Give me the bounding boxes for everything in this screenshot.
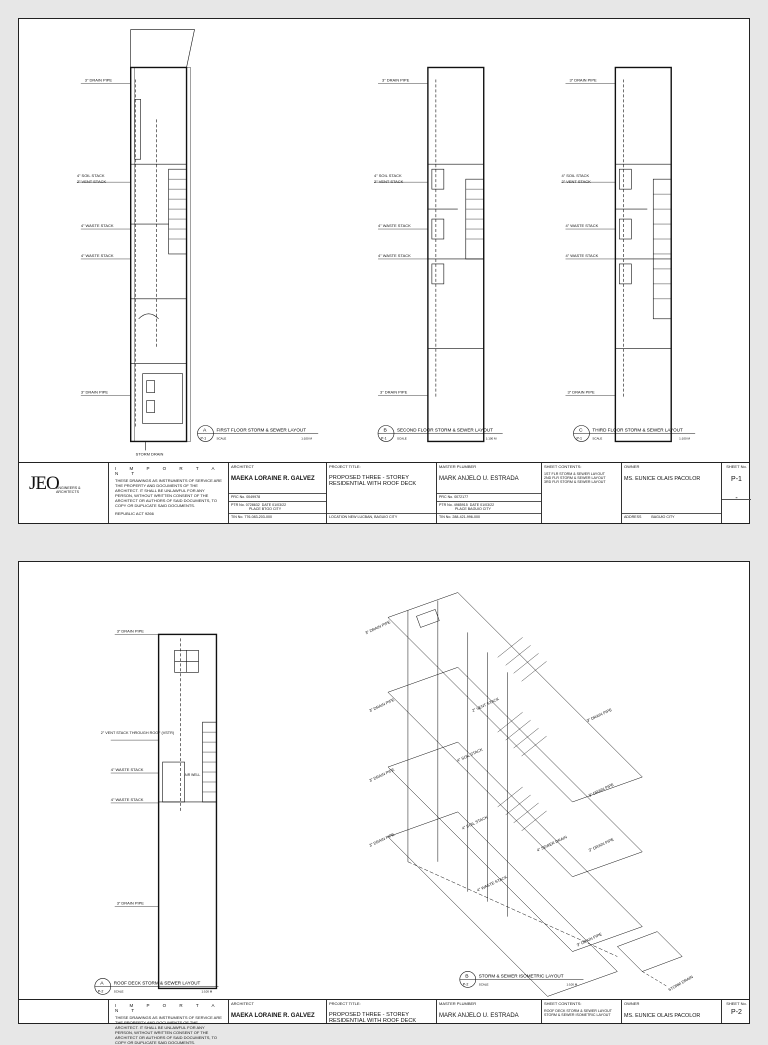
iso-label-drain-4: 3" DRAIN PIPE <box>368 831 396 848</box>
mp-tin-label: TIN No. <box>439 515 452 519</box>
architect-tin-label: TIN No. <box>231 515 244 519</box>
label-drain-pipe-c-top: 3" DRAIN PIPE <box>569 77 597 83</box>
owner-name-p2: MS. EUNICE OLAIS PACOLOR <box>624 1013 701 1019</box>
sheet-number-label-p2: SHEET No. <box>726 1001 747 1006</box>
mp-prc: 0072177 <box>454 495 469 499</box>
view-letter-roof: A <box>100 980 104 987</box>
master-plumber-label-p2: MASTER PLUMBER <box>439 1001 477 1006</box>
address: BAGUIO CITY <box>651 515 675 519</box>
label-roof-drain-top: 3" DRAIN PIPE <box>116 628 144 634</box>
mp-prc-label: PRC No. <box>439 495 454 499</box>
important-notice-cell <box>109 463 229 523</box>
label-soil-stack-a: 4" SOIL STACK <box>76 173 105 179</box>
label-waste-stack-c2: 4" WASTE STACK <box>565 252 599 258</box>
iso-label-drain-right-3: 3" DRAIN PIPE <box>587 836 615 853</box>
iso-label-drain-2: 3" DRAIN PIPE <box>368 697 396 714</box>
project-title-p2: PROPOSED THREE - STOREY RESIDENTIAL WITH ROOF DECK <box>329 1012 417 1025</box>
architect-ptr-label: PTR No. <box>231 503 245 507</box>
view-title-c <box>573 425 695 441</box>
label-vent-stack-a: 2" VENT STACK <box>76 179 107 185</box>
view-title-iso <box>460 971 584 987</box>
logo-cell-p2 <box>19 1000 109 1023</box>
project-cell-p2 <box>327 1000 437 1023</box>
view-title-text-iso: STORM & SEWER ISOMETRIC LAYOUT <box>478 973 564 979</box>
label-roof-waste-1: 4" WASTE STACK <box>110 767 144 773</box>
location-label: LOCATION <box>329 515 348 519</box>
label-waste-stack-b2: 4" WASTE STACK <box>378 252 411 258</box>
view-letter-b: B <box>383 427 387 434</box>
sheet-number-label: SHEET No. <box>726 464 747 469</box>
logo-cell <box>19 463 109 523</box>
sheet-contents-label: SHEET CONTENTS: <box>544 464 582 469</box>
architect-name: MAEKA LORAINE R. GALVEZ <box>231 476 315 482</box>
drawing-sheet-p1 <box>18 18 750 524</box>
master-plumber-label: MASTER PLUMBER <box>439 464 477 469</box>
important-notice-cell-p2 <box>109 1000 229 1045</box>
view-sheet-roof: P-2 <box>97 989 104 994</box>
important-notice-text: THESE DRAWINGS AS INSTRUMENTS OF SERVICE ARE THE PROPERTY AND DOCUMENTS OF THE ARCHITECT. IT SHALL BE UNLAWFUL FOR ANY PERSON, WITHOUT WRITTEN CONSENT OF THE ARCHITECT OR AUTHORS OF SAID DOCUMENTS, TO COPY OR DUPLICATE SAID DOCUMENTS. <box>115 478 222 508</box>
iso-label-vent-1: 2" VENT STACK <box>471 696 500 714</box>
label-waste-stack-a2: 4" WASTE STACK <box>80 252 114 258</box>
sheet-number-cell <box>722 463 751 523</box>
mp-ptr-label: PTR No. <box>439 503 453 507</box>
mp-date-label: DATE <box>469 503 480 507</box>
label-storm-drain: STORM DRAIN <box>135 451 164 457</box>
view-title-a <box>198 425 319 441</box>
iso-label-sewer: 4" SEWER DRAIN <box>535 834 568 853</box>
plan-roof-deck <box>159 634 217 988</box>
label-drain-pipe-b-top: 3" DRAIN PIPE <box>382 77 410 83</box>
sheet-number-p2: P-2 <box>731 1009 742 1016</box>
address-label: ADDRESS <box>624 515 642 519</box>
view-scale-c: 1:100 M <box>679 436 690 441</box>
firm-logo-subtitle: ENGINEERS & ARCHITECTS <box>56 486 81 495</box>
sheet-contents-cell-p2 <box>542 1000 622 1023</box>
label-soil-stack-b: 4" SOIL STACK <box>374 173 402 179</box>
roof-and-isometric-drawing <box>19 562 749 1002</box>
important-heading-p2: I M P O R T A N T <box>115 1003 221 1013</box>
architect-prc: 0049978 <box>246 495 261 499</box>
owner-name: MS. EUNICE OLAIS PACOLOR <box>624 476 701 482</box>
architect-date-label: DATE <box>261 503 272 507</box>
mp-tin: 288-421-996-000 <box>452 515 480 519</box>
label-vent-stack-c: 2" VENT STACK <box>561 179 591 185</box>
project-title: PROPOSED THREE - STOREY RESIDENTIAL WITH ROOF DECK <box>329 475 417 488</box>
label-drain-pipe-b-bottom: 3" DRAIN PIPE <box>380 389 408 395</box>
view-letter-iso: B <box>465 973 469 980</box>
architect-name-p2: MAEKA LORAINE R. GALVEZ <box>231 1013 315 1019</box>
republic-act: REPUBLIC ACT 9266 <box>115 511 154 516</box>
label-vstr-text: 2" VENT STACK THROUGH ROOF (VSTR) <box>100 731 175 736</box>
plan-first-floor <box>131 30 195 451</box>
label-vent-stack-b: 2" VENT STACK <box>374 179 404 185</box>
sheet-number-cell-p2 <box>722 1000 751 1023</box>
architect-place: BTGO CITY <box>261 507 282 511</box>
iso-label-drain-right-4: 3" DRAIN PIPE <box>575 931 603 948</box>
mp-place: BAGUIO CITY <box>467 507 491 511</box>
sheet-number: P-1 <box>731 476 742 483</box>
architect-date: 01/03/22 <box>272 503 287 507</box>
iso-label-waste: 4" WASTE STACK <box>476 874 508 893</box>
view-title-text-roof: ROOF DECK STORM & SEWER LAYOUT <box>113 980 201 986</box>
view-sheet-c: P-1 <box>576 436 583 441</box>
label-soil-stack-c: 4" SOIL STACK <box>561 173 590 179</box>
owner-cell <box>622 463 722 523</box>
view-scale-label-a: SCALE <box>216 436 227 441</box>
sheet-contents-p2-1: ROOF DECK STORM & SEWER LAYOUT <box>544 1009 612 1013</box>
mp-ptr: 4985915 <box>453 503 468 507</box>
architect-prc-label: PRC No. <box>231 495 246 499</box>
master-plumber-name: MARK ANJELO U. ESTRADA <box>439 476 519 482</box>
isometric-layout <box>388 593 682 997</box>
view-scale-a: 1:100 M <box>301 436 313 441</box>
iso-label-storm-drain: STORM DRAIN <box>667 974 694 993</box>
plan-third-floor <box>615 67 671 441</box>
iso-label-drain-right-1: 3" DRAIN PIPE <box>585 707 613 724</box>
master-plumber-name-p2: MARK ANJELO U. ESTRADA <box>439 1013 519 1019</box>
mp-place-label: PLACE <box>454 507 467 511</box>
view-sheet-iso: P-2 <box>462 982 469 987</box>
project-label: PROJECT TITLE: <box>329 464 361 469</box>
view-scale-b: 1:100 M <box>485 436 497 441</box>
label-air-well: AIR WELL <box>184 773 201 778</box>
view-sheet-b: P-1 <box>381 436 387 441</box>
sheet-contents-cell <box>542 463 622 523</box>
architect-ptr: 0728632 <box>245 503 260 507</box>
label-roof-waste-2: 4" WASTE STACK <box>110 796 144 802</box>
master-plumber-cell-p2 <box>437 1000 542 1023</box>
architect-label: ARCHITECT <box>231 464 254 469</box>
sheet-contents-p2-2: STORM & SEWER ISOMETRIC LAYOUT <box>544 1013 611 1017</box>
label-drain-pipe-c-bottom: 3" DRAIN PIPE <box>567 389 595 395</box>
sheet-contents-2: 2ND FLR STORM & SEWER LAYOUT <box>544 476 606 480</box>
architect-place-label: PLACE <box>248 507 261 511</box>
iso-label-drain-3: 3" DRAIN PIPE <box>368 766 396 783</box>
owner-label-p2: OWNER <box>624 1001 640 1006</box>
label-drain-pipe-a-bottom: 3" DRAIN PIPE <box>80 389 109 395</box>
location: NEW LUCBAN, BAGUIO CITY <box>348 515 398 519</box>
view-sheet-a: P-1 <box>200 436 207 441</box>
sheet-of: - <box>735 495 738 502</box>
sheet-contents-3: 3RD FLR STORM & SEWER LAYOUT <box>544 480 606 484</box>
view-scale-iso: 1:100 M <box>566 982 578 987</box>
iso-label-drain-1: 3" DRAIN PIPE <box>364 619 392 636</box>
sheet-contents-label-p2: SHEET CONTENTS: <box>544 1001 582 1006</box>
iso-label-soil-2: 4" SOIL STACK <box>461 814 489 831</box>
label-waste-stack-c1: 4" WASTE STACK <box>565 223 599 229</box>
owner-label: OWNER <box>624 464 640 469</box>
view-letter-c: C <box>578 427 583 434</box>
floor-plans-drawing <box>19 19 749 465</box>
iso-label-drain-right-2: 3" DRAIN PIPE <box>587 781 615 798</box>
iso-label-soil-1: 4" SOIL STACK <box>456 746 484 763</box>
important-notice-text-p2: THESE DRAWINGS AS INSTRUMENTS OF SERVICE ARE THE PROPERTY AND DOCUMENTS OF THE ARCHITECT. IT SHALL BE UNLAWFUL FOR ANY PERSON, WITHOUT WRITTEN CONSENT OF THE ARCHITECT OR AUTHORS OF SAID DOCUMENTS, TO COPY OR DUPLICATE SAID DOCUMENTS. <box>115 1015 222 1045</box>
label-roof-drain-bottom: 3" DRAIN PIPE <box>116 900 144 906</box>
important-heading: I M P O R T A N T <box>115 466 221 476</box>
owner-cell-p2 <box>622 1000 722 1023</box>
label-waste-stack-a1: 4" WASTE STACK <box>80 223 114 229</box>
view-title-text-b: SECOND FLOOR STORM & SEWER LAYOUT <box>396 427 493 433</box>
architect-tin: 776-083-203-000 <box>244 515 272 519</box>
view-scale-roof: 1:100 M <box>201 989 213 994</box>
view-scale-label-iso: SCALE <box>478 982 489 987</box>
sheet-contents-1: 1ST FLR STORM & SEWER LAYOUT <box>544 472 605 476</box>
plan-second-floor <box>428 67 484 441</box>
project-label-p2: PROJECT TITLE: <box>329 1001 361 1006</box>
view-scale-label-c: SCALE <box>592 436 603 441</box>
architect-cell <box>229 463 327 523</box>
view-letter-a: A <box>202 427 207 434</box>
mp-date: 01/03/22 <box>480 503 495 507</box>
project-cell <box>327 463 437 523</box>
firm-logo: JEO <box>29 473 59 494</box>
label-waste-stack-b1: 4" WASTE STACK <box>378 223 411 229</box>
label-drain-pipe-a-top: 3" DRAIN PIPE <box>84 77 113 83</box>
view-title-roof <box>95 978 219 994</box>
architect-label-p2: ARCHITECT <box>231 1001 254 1006</box>
master-plumber-cell <box>437 463 542 523</box>
view-title-text-a: FIRST FLOOR STORM & SEWER LAYOUT <box>216 427 307 433</box>
view-scale-label-roof: SCALE <box>113 989 124 994</box>
architect-cell-p2 <box>229 1000 327 1023</box>
view-title-text-c: THIRD FLOOR STORM & SEWER LAYOUT <box>592 427 683 433</box>
view-scale-label-b: SCALE <box>396 436 407 441</box>
drawing-sheet-p2 <box>18 561 750 1045</box>
label-vstr <box>101 731 175 735</box>
title-block-p1 <box>19 462 749 523</box>
title-block-p2 <box>19 999 749 1045</box>
